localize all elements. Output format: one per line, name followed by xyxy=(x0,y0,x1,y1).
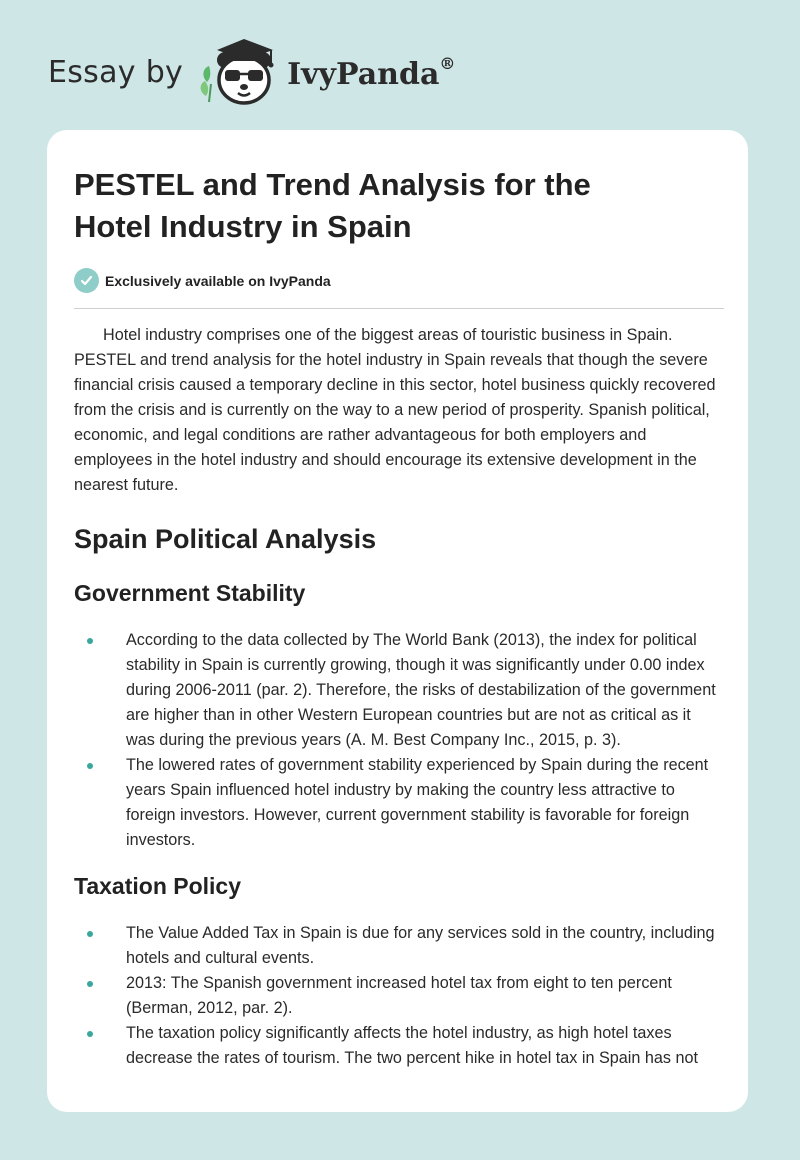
government-stability-list xyxy=(74,628,724,853)
exclusive-label: Exclusively available on IvyPanda xyxy=(105,272,331,289)
checkmark-icon xyxy=(74,268,99,293)
essay-by-label: Essay by xyxy=(48,54,184,90)
bullet-icon xyxy=(87,763,93,769)
site-header xyxy=(48,36,455,108)
bullet-icon xyxy=(87,638,93,644)
section-heading-political: Spain Political Analysis xyxy=(74,524,377,554)
title-line-1: PESTEL and Trend Analysis for the xyxy=(74,167,591,202)
registered-mark: ® xyxy=(439,53,456,73)
brand-name[interactable] xyxy=(287,53,456,92)
brand-text: IvyPanda xyxy=(287,56,440,92)
list-item-text: 2013: The Spanish government increased hotel tax from eight to ten percent (Berman, 2012, par. 2). xyxy=(126,974,672,1017)
essay-card xyxy=(47,130,748,1112)
ivypanda-logo-icon[interactable] xyxy=(197,36,281,108)
bullet-icon xyxy=(87,1031,93,1037)
bullet-icon xyxy=(87,931,93,937)
list-item-text: According to the data collected by The World Bank (2013), the index for political stability in Spain is currently growing, though it was significantly under 0.00 index during 2006-2011 (par. 2). Therefore, the risks of destabilization of the government are higher than in other Western European countries but are not as critical as it was during the previous years (A. M. Best Company Inc., 2015, p. 3). xyxy=(126,631,716,749)
essay-content xyxy=(74,164,724,1071)
page-title xyxy=(74,164,724,248)
list-item-text: The lowered rates of government stability experienced by Spain during the recent years Spain influenced hotel industry by making the country less attractive to foreign investors. However, current government stability is favorable for foreign investors. xyxy=(126,756,709,849)
subheading-taxation-policy: Taxation Policy xyxy=(74,873,242,899)
list-item xyxy=(74,971,724,1021)
list-item-text: The Value Added Tax in Spain is due for any services sold in the country, including hotels and cultural events. xyxy=(126,924,715,967)
intro-paragraph: Hotel industry comprises one of the biggest areas of touristic business in Spain. PESTEL and trend analysis for the hotel industry in Spain reveals that though the severe financial crisis caused a temporary decline in this sector, hotel business quickly recovered from the crisis and is currently on the way to a new period of prosperity. Spanish political, economic, and legal conditions are rather advantageous for both employers and employees in the hotel industry and should encourage its extensive development in the nearest future. xyxy=(74,326,716,494)
list-item-text: The taxation policy significantly affects the hotel industry, as high hotel taxes decrease the rates of tourism. The two percent hike in hotel tax in Spain has not xyxy=(126,1024,698,1067)
title-line-2: Hotel Industry in Spain xyxy=(74,209,412,244)
bullet-icon xyxy=(87,981,93,987)
list-item xyxy=(74,753,724,853)
subheading-government-stability: Government Stability xyxy=(74,580,306,606)
list-item xyxy=(74,1021,724,1071)
taxation-policy-list xyxy=(74,921,724,1071)
list-item xyxy=(74,628,724,753)
exclusive-badge xyxy=(74,268,724,309)
list-item xyxy=(74,921,724,971)
